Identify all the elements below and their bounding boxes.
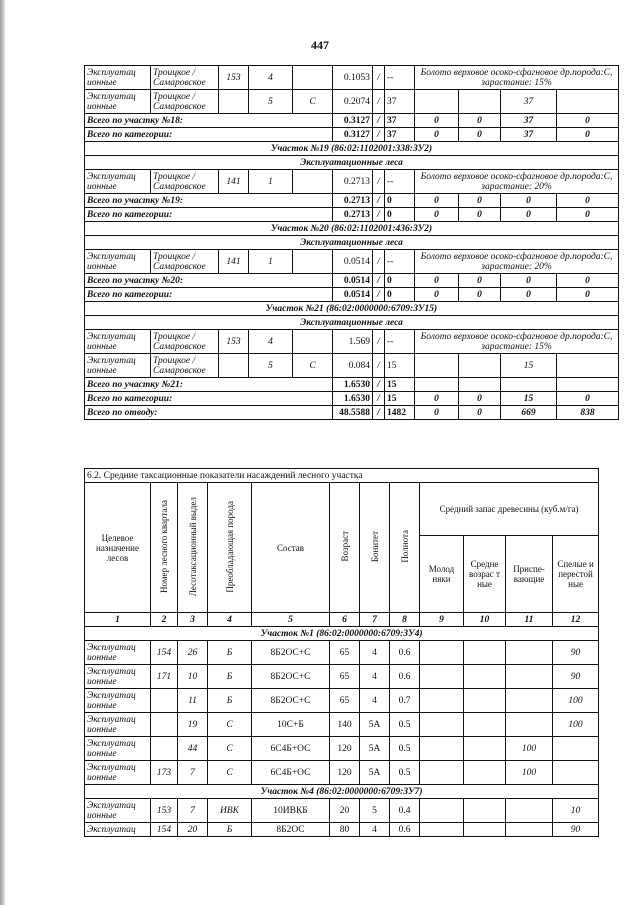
vydel-cell: 4 — [249, 66, 293, 90]
composition-cell: 8Б2ОС+С — [252, 665, 330, 689]
section-heading: Участок №19 (86:02:1102001:338:ЗУ2) — [85, 142, 619, 156]
ripening-cell — [506, 641, 553, 665]
species-cell: С — [208, 737, 252, 761]
table-row — [85, 641, 599, 665]
species-cell: ИВК — [208, 799, 252, 823]
header-stock-group: Средний запас древесины (куб.м/га) — [420, 483, 599, 536]
section-heading: Участок №20 (86:02:1102001:436:ЗУ2) — [85, 222, 619, 236]
vydel-cell: 7 — [178, 799, 208, 823]
stock-cell: 0 — [385, 208, 415, 222]
area-cell: 0.084 — [333, 354, 373, 378]
table-row — [85, 823, 599, 837]
header-density: Полнота — [390, 483, 420, 613]
species-cell — [293, 170, 333, 194]
ripening-cell: 0 — [501, 288, 557, 302]
density-cell: 0.5 — [390, 761, 420, 785]
total-row — [85, 378, 619, 392]
ripening-cell: 15 — [501, 392, 557, 406]
forestry-cell: Троицкое / Самаровское — [151, 330, 219, 354]
young-cell: 0 — [415, 288, 459, 302]
vydel-cell: 1 — [249, 250, 293, 274]
density-cell: 0.5 — [390, 737, 420, 761]
species-cell: Б — [208, 665, 252, 689]
mature-cell: 838 — [557, 406, 619, 420]
vydel-cell: 5 — [249, 354, 293, 378]
young-cell — [420, 713, 464, 737]
bonitet-cell: 4 — [360, 665, 390, 689]
total-row — [85, 128, 619, 142]
ripening-cell — [506, 689, 553, 713]
young-cell: 0 — [415, 208, 459, 222]
stock-cell: 37 — [385, 114, 415, 128]
area-cell: 0.1053 — [333, 66, 373, 90]
column-number: 8 — [390, 613, 420, 627]
mature-cell: 10 — [553, 799, 599, 823]
species-cell — [293, 250, 333, 274]
mature-cell: 0 — [557, 114, 619, 128]
area-cell: 48.5588 — [333, 406, 373, 420]
stock-cell: 15 — [385, 354, 415, 378]
stock-cell: -- — [385, 170, 415, 194]
composition-cell: 10ИВКБ — [252, 799, 330, 823]
young-cell: 0 — [415, 128, 459, 142]
mature-cell: 0 — [557, 274, 619, 288]
column-number: 4 — [208, 613, 252, 627]
total-label: Всего по участку №20: — [85, 274, 333, 288]
stock-cell: 15 — [385, 392, 415, 406]
scan-edge — [0, 0, 5, 905]
section-title: 6.2. Средние таксационные показатели насаждений лесного участка — [85, 469, 599, 483]
young-cell: 0 — [415, 274, 459, 288]
purpose-cell: Эксплуатац ионные — [85, 761, 151, 785]
mature-cell: 0 — [557, 128, 619, 142]
species-cell: С — [293, 354, 333, 378]
middle-cell: 0 — [459, 114, 501, 128]
slash-cell: / — [373, 378, 385, 392]
slash-cell: / — [373, 288, 385, 302]
age-cell: 65 — [330, 689, 360, 713]
total-label: Всего по категории: — [85, 392, 333, 406]
section-row — [85, 142, 619, 156]
section-row — [85, 785, 599, 799]
ripening-cell — [506, 665, 553, 689]
middle-cell — [464, 665, 506, 689]
column-number: 6 — [330, 613, 360, 627]
purpose-cell: Эксплуатац ионные — [85, 713, 151, 737]
vydel-cell: 1 — [249, 170, 293, 194]
young-cell — [415, 378, 459, 392]
table-row — [85, 354, 619, 378]
young-cell — [420, 737, 464, 761]
young-cell — [420, 665, 464, 689]
young-cell: 0 — [415, 194, 459, 208]
slash-cell: / — [373, 330, 385, 354]
young-cell: 0 — [415, 392, 459, 406]
area-cell: 1.6530 — [333, 378, 373, 392]
species-cell: Б — [208, 823, 252, 837]
young-cell — [420, 799, 464, 823]
age-cell: 20 — [330, 799, 360, 823]
mature-cell: 0 — [557, 208, 619, 222]
middle-cell: 0 — [459, 406, 501, 420]
mature-cell: 0 — [557, 392, 619, 406]
density-cell: 0.6 — [390, 641, 420, 665]
quarter-cell: 154 — [151, 641, 178, 665]
mature-cell: 0 — [557, 194, 619, 208]
stock-cell: -- — [385, 330, 415, 354]
stock-cell: 0 — [385, 288, 415, 302]
header-species: Преобладающая порода — [208, 483, 252, 613]
vydel-cell: 11 — [178, 689, 208, 713]
quarter-cell — [219, 90, 249, 114]
purpose-cell: Эксплуатац ионные — [85, 665, 151, 689]
total-row — [85, 208, 619, 222]
column-numbers-row — [85, 613, 599, 627]
total-label: Всего по участку №21: — [85, 378, 333, 392]
header-composition: Состав — [252, 483, 330, 613]
purpose-cell: Эксплуатац ионные — [85, 737, 151, 761]
purpose-cell: Эксплуатац ионные — [85, 66, 151, 90]
mature-cell — [553, 737, 599, 761]
slash-cell: / — [373, 392, 385, 406]
young-cell — [415, 90, 459, 114]
vydel-cell: 26 — [178, 641, 208, 665]
total-row — [85, 288, 619, 302]
density-cell: 0.4 — [390, 799, 420, 823]
mature-cell: 90 — [553, 641, 599, 665]
forestry-cell: Троицкое / Самаровское — [151, 90, 219, 114]
area-cell: 0.3127 — [333, 128, 373, 142]
note-cell: Болото верховое осоко-сфагновое др.порода:С, зарастание: 15% — [415, 330, 619, 354]
mature-cell — [557, 354, 619, 378]
column-number: 9 — [420, 613, 464, 627]
quarter-cell — [151, 713, 178, 737]
middle-cell — [459, 90, 501, 114]
area-cell: 0.3127 — [333, 114, 373, 128]
header-purpose: Целевое назначение лесов — [85, 483, 151, 613]
stock-cell: -- — [385, 250, 415, 274]
ripening-cell: 0 — [501, 274, 557, 288]
purpose-cell: Эксплуатац ионные — [85, 90, 151, 114]
header-young: Молод няки — [420, 536, 464, 613]
page-number: 447 — [311, 38, 329, 52]
vydel-cell: 19 — [178, 713, 208, 737]
bonitet-cell: 5А — [360, 761, 390, 785]
slash-cell: / — [373, 114, 385, 128]
note-cell: Болото верховое осоко-сфагновое др.порода:С, зарастание: 15% — [415, 66, 619, 90]
table-row — [85, 761, 599, 785]
table-row — [85, 799, 599, 823]
slash-cell: / — [373, 194, 385, 208]
species-cell: Б — [208, 641, 252, 665]
area-cell: 0.0514 — [333, 250, 373, 274]
middle-cell: 0 — [459, 274, 501, 288]
species-cell: С — [208, 761, 252, 785]
header-ripening: Приспе- вающие — [506, 536, 553, 613]
slash-cell: / — [373, 274, 385, 288]
mature-cell — [553, 761, 599, 785]
ripening-cell: 669 — [501, 406, 557, 420]
mature-cell: 0 — [557, 288, 619, 302]
forestry-cell: Троицкое / Самаровское — [151, 170, 219, 194]
vydel-cell: 20 — [178, 823, 208, 837]
age-cell: 80 — [330, 823, 360, 837]
total-label: Всего по участку №19: — [85, 194, 333, 208]
middle-cell: 0 — [459, 392, 501, 406]
ripening-cell: 0 — [501, 208, 557, 222]
middle-cell — [459, 378, 501, 392]
ripening-cell: 37 — [501, 90, 557, 114]
column-number: 11 — [506, 613, 553, 627]
purpose-cell: Эксплуатац ионные — [85, 250, 151, 274]
young-cell: 0 — [415, 406, 459, 420]
mature-cell — [557, 90, 619, 114]
quarter-cell: 141 — [219, 170, 249, 194]
column-number: 10 — [464, 613, 506, 627]
bonitet-cell: 5А — [360, 737, 390, 761]
middle-cell — [464, 713, 506, 737]
slash-cell: / — [373, 406, 385, 420]
total-label: Всего по категории: — [85, 288, 333, 302]
quarter-cell: 171 — [151, 665, 178, 689]
header-middle-aged: Средне возрас т ные — [464, 536, 506, 613]
ripening-cell: 100 — [506, 761, 553, 785]
vydel-cell: 4 — [249, 330, 293, 354]
quarter-cell: 173 — [151, 761, 178, 785]
middle-cell — [464, 737, 506, 761]
middle-cell: 0 — [459, 128, 501, 142]
table-row — [85, 170, 619, 194]
total-label: Всего по участку №18: — [85, 114, 333, 128]
area-cell: 0.0514 — [333, 274, 373, 288]
purpose-cell: Эксплуатац ионные — [85, 170, 151, 194]
table-row — [85, 250, 619, 274]
section-heading: Эксплуатационные леса — [85, 156, 619, 170]
column-number: 2 — [151, 613, 178, 627]
stock-cell: 0 — [385, 194, 415, 208]
area-cell: 1.569 — [333, 330, 373, 354]
quarter-cell — [151, 689, 178, 713]
slash-cell: / — [373, 90, 385, 114]
purpose-cell: Эксплуатац ионные — [85, 689, 151, 713]
middle-cell — [459, 354, 501, 378]
composition-cell: 8Б2ОС — [252, 823, 330, 837]
slash-cell: / — [373, 66, 385, 90]
ripening-cell: 100 — [506, 737, 553, 761]
stock-cell: 0 — [385, 274, 415, 288]
composition-cell: 8Б2ОС+С — [252, 641, 330, 665]
age-cell: 65 — [330, 641, 360, 665]
age-cell: 120 — [330, 737, 360, 761]
middle-cell — [464, 799, 506, 823]
composition-cell: 8Б2ОС+С — [252, 689, 330, 713]
slash-cell: / — [373, 128, 385, 142]
ripening-cell: 37 — [501, 128, 557, 142]
stock-cell: -- — [385, 66, 415, 90]
slash-cell: / — [373, 170, 385, 194]
note-cell: Болото верховое осоко-сфагновое др.порода:С, зарастание: 20% — [415, 250, 619, 274]
quarter-cell: 153 — [151, 799, 178, 823]
area-cell: 0.0514 — [333, 288, 373, 302]
total-row — [85, 392, 619, 406]
header-mature: Спелые и перестой ные — [553, 536, 599, 613]
purpose-cell: Эксплуатац ионные — [85, 641, 151, 665]
middle-cell: 0 — [459, 208, 501, 222]
purpose-cell: Эксплуатац ионные — [85, 330, 151, 354]
young-cell — [420, 823, 464, 837]
middle-cell: 0 — [459, 288, 501, 302]
mature-cell: 100 — [553, 689, 599, 713]
section-row — [85, 222, 619, 236]
table-row — [85, 90, 619, 114]
stock-cell: 15 — [385, 378, 415, 392]
young-cell — [415, 354, 459, 378]
ripening-cell: 0 — [501, 194, 557, 208]
table-row — [85, 689, 599, 713]
middle-cell: 0 — [459, 194, 501, 208]
species-cell: С — [208, 713, 252, 737]
quarter-cell: 154 — [151, 823, 178, 837]
table-row — [85, 330, 619, 354]
stock-cell: 37 — [385, 128, 415, 142]
young-cell — [420, 641, 464, 665]
section-row — [85, 627, 599, 641]
middle-cell — [464, 761, 506, 785]
slash-cell: / — [373, 354, 385, 378]
middle-cell — [464, 689, 506, 713]
vydel-cell: 5 — [249, 90, 293, 114]
area-cell: 0.2074 — [333, 90, 373, 114]
area-cell: 0.2713 — [333, 170, 373, 194]
bonitet-cell: 4 — [360, 641, 390, 665]
density-cell: 0.6 — [390, 665, 420, 689]
taxation-indicators-table — [84, 468, 599, 837]
total-label: Всего по отводу: — [85, 406, 333, 420]
mature-cell: 90 — [553, 823, 599, 837]
density-cell: 0.5 — [390, 713, 420, 737]
bonitet-cell: 4 — [360, 823, 390, 837]
area-cell: 1.6530 — [333, 392, 373, 406]
stock-cell: 1482 — [385, 406, 415, 420]
bonitet-cell: 4 — [360, 689, 390, 713]
total-label: Всего по категории: — [85, 128, 333, 142]
ripening-cell — [506, 823, 553, 837]
age-cell: 120 — [330, 761, 360, 785]
ripening-cell — [506, 713, 553, 737]
allotment-area-table — [84, 65, 619, 420]
vydel-cell: 10 — [178, 665, 208, 689]
ripening-cell — [506, 799, 553, 823]
section-heading: Эксплуатационные леса — [85, 316, 619, 330]
total-row — [85, 114, 619, 128]
note-cell: Болото верховое осоко-сфагновое др.порода:С, зарастание: 20% — [415, 170, 619, 194]
ripening-cell: 15 — [501, 354, 557, 378]
vydel-cell: 7 — [178, 761, 208, 785]
forestry-cell: Троицкое / Самаровское — [151, 250, 219, 274]
forestry-cell: Троицкое / Самаровское — [151, 66, 219, 90]
young-cell — [420, 761, 464, 785]
total-row — [85, 274, 619, 288]
column-number: 1 — [85, 613, 151, 627]
section-row — [85, 316, 619, 330]
section-heading: Участок №21 (86:02:0000000:6709:ЗУ15) — [85, 302, 619, 316]
mature-cell: 90 — [553, 665, 599, 689]
header-bonitet: Бонитет — [360, 483, 390, 613]
bonitet-cell: 5 — [360, 799, 390, 823]
middle-cell — [464, 823, 506, 837]
table-row — [85, 713, 599, 737]
quarter-cell: 141 — [219, 250, 249, 274]
total-row — [85, 194, 619, 208]
section-row — [85, 236, 619, 250]
section-heading: Эксплуатационные леса — [85, 236, 619, 250]
quarter-cell: 153 — [219, 66, 249, 90]
section-row — [85, 302, 619, 316]
slash-cell: / — [373, 208, 385, 222]
quarter-cell: 153 — [219, 330, 249, 354]
total-label: Всего по категории: — [85, 208, 333, 222]
ripening-cell — [501, 378, 557, 392]
species-cell: Б — [208, 689, 252, 713]
purpose-cell: Эксплуатац ионные — [85, 354, 151, 378]
species-cell: С — [293, 90, 333, 114]
species-cell — [293, 66, 333, 90]
ripening-cell: 37 — [501, 114, 557, 128]
column-number: 3 — [178, 613, 208, 627]
mature-cell: 100 — [553, 713, 599, 737]
section-heading: Участок №1 (86:02:0000000:6709:ЗУ4) — [85, 627, 599, 641]
area-cell: 0.2713 — [333, 194, 373, 208]
purpose-cell: Эксплуатац ионные — [85, 799, 151, 823]
quarter-cell — [219, 354, 249, 378]
table-row — [85, 665, 599, 689]
composition-cell: 10С+Б — [252, 713, 330, 737]
column-number: 5 — [252, 613, 330, 627]
young-cell: 0 — [415, 114, 459, 128]
total-row — [85, 406, 619, 420]
section-row — [85, 156, 619, 170]
column-number: 12 — [553, 613, 599, 627]
age-cell: 65 — [330, 665, 360, 689]
vydel-cell: 44 — [178, 737, 208, 761]
stock-cell: 37 — [385, 90, 415, 114]
area-cell: 0.2713 — [333, 208, 373, 222]
density-cell: 0.7 — [390, 689, 420, 713]
table-row — [85, 737, 599, 761]
purpose-cell: Эксплуатац — [85, 823, 151, 837]
bonitet-cell: 5А — [360, 713, 390, 737]
quarter-cell — [151, 737, 178, 761]
header-age: Возраст — [330, 483, 360, 613]
header-quarter: Номер лесного квартала — [151, 483, 178, 613]
section-heading: Участок №4 (86:02:0000000:6709:ЗУ7) — [85, 785, 599, 799]
mature-cell — [557, 378, 619, 392]
age-cell: 140 — [330, 713, 360, 737]
density-cell: 0.6 — [390, 823, 420, 837]
forestry-cell: Троицкое / Самаровское — [151, 354, 219, 378]
composition-cell: 6С4Б+ОС — [252, 737, 330, 761]
header-vydel: Лесотаксационный выдел — [178, 483, 208, 613]
table-row — [85, 66, 619, 90]
species-cell — [293, 330, 333, 354]
middle-cell — [464, 641, 506, 665]
young-cell — [420, 689, 464, 713]
slash-cell: / — [373, 250, 385, 274]
column-number: 7 — [360, 613, 390, 627]
composition-cell: 6С4Б+ОС — [252, 761, 330, 785]
